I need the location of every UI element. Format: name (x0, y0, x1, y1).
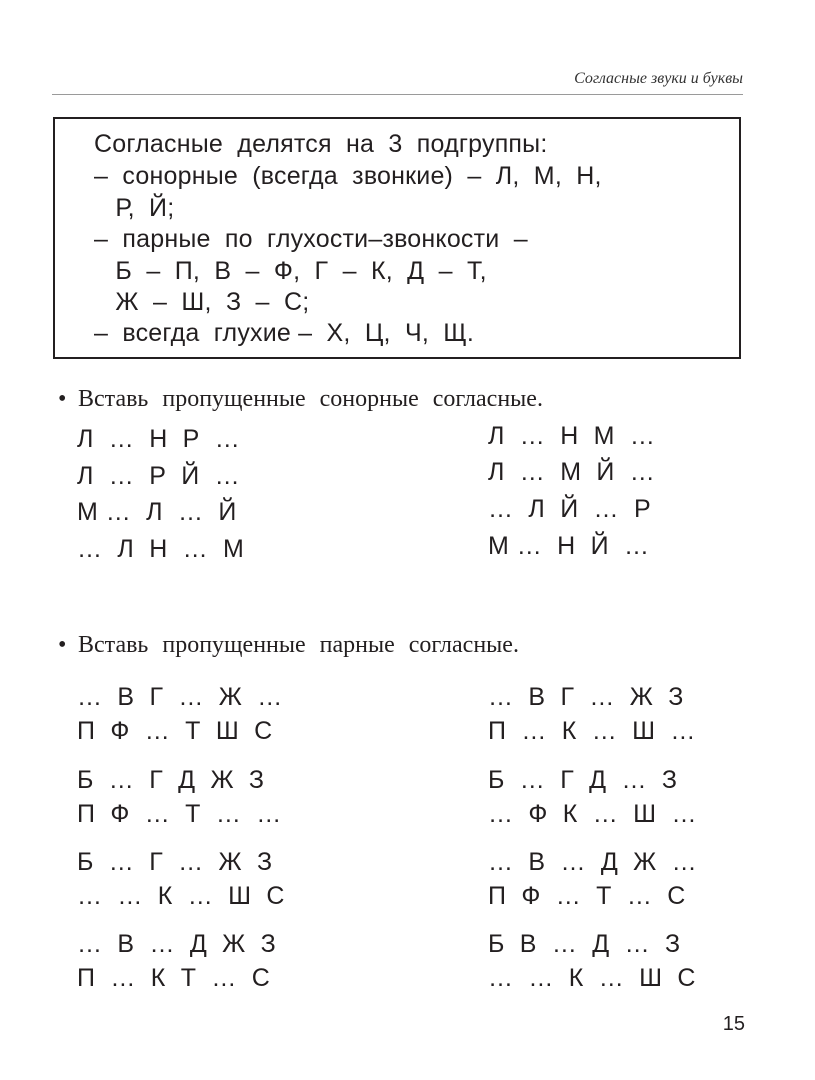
exercise-row: П … К … Ш … (488, 717, 696, 745)
rule-line: Б – П, В – Ф, Г – К, Д – Т, (94, 257, 487, 285)
task-1-text: Вставь пропущенные сонорные согласные. (78, 386, 543, 412)
rule-line: – сонорные (всегда звонкие) – Л, М, Н, (94, 162, 602, 190)
exercise-row: Л … Н М … (488, 422, 656, 450)
exercise-row: Л … Н Р … (77, 425, 241, 453)
exercise-row: П Ф … Т Ш С (77, 717, 273, 745)
task-1-instruction (58, 386, 543, 413)
rule-line: – парные по глухости–звонкости – (94, 225, 528, 253)
running-header: Согласные звуки и буквы (574, 70, 743, 87)
rule-line: – всегда глухие – Х, Ц, Ч, Щ. (94, 319, 475, 347)
exercise-row: … В Г … Ж З (488, 683, 684, 711)
exercise-row: П Ф … Т … С (488, 882, 686, 910)
exercise-row: … … К … Ш С (488, 964, 696, 992)
page-number: 15 (722, 1013, 745, 1035)
exercise-row: Л … Р Й … (77, 462, 241, 490)
exercise-row: П Ф … Т … … (77, 800, 282, 828)
exercise-row: М … Н Й … (488, 532, 650, 560)
exercise-row: … Л Й … Р (488, 495, 652, 523)
exercise-row: … В … Д Ж З (77, 930, 277, 958)
exercise-row: Б … Г Д … З (488, 766, 678, 794)
task-2-instruction (58, 632, 519, 659)
exercise-row: … В … Д Ж … (488, 848, 698, 876)
exercise-row: Б … Г … Ж З (77, 848, 273, 876)
exercise-row: … Л Н … М (77, 535, 245, 563)
exercise-row: … Ф К … Ш … (488, 800, 697, 828)
exercise-row: П … К Т … С (77, 964, 271, 992)
exercise-row: М … Л … Й (77, 498, 237, 526)
rule-line: Согласные делятся на 3 подгруппы: (94, 130, 548, 158)
exercise-row: … … К … Ш С (77, 882, 285, 910)
bullet-icon: • (58, 632, 67, 658)
task-2-text: Вставь пропущенные парные согласные. (78, 632, 519, 658)
exercise-row: Л … М Й … (488, 458, 656, 486)
bullet-icon: • (58, 386, 67, 412)
exercise-row: Б В … Д … З (488, 930, 681, 958)
rule-line: Ж – Ш, З – С; (94, 288, 310, 316)
exercise-row: Б … Г Д Ж З (77, 766, 265, 794)
exercise-row: … В Г … Ж … (77, 683, 283, 711)
header-divider (52, 94, 743, 95)
rule-line: Р, Й; (94, 194, 175, 222)
